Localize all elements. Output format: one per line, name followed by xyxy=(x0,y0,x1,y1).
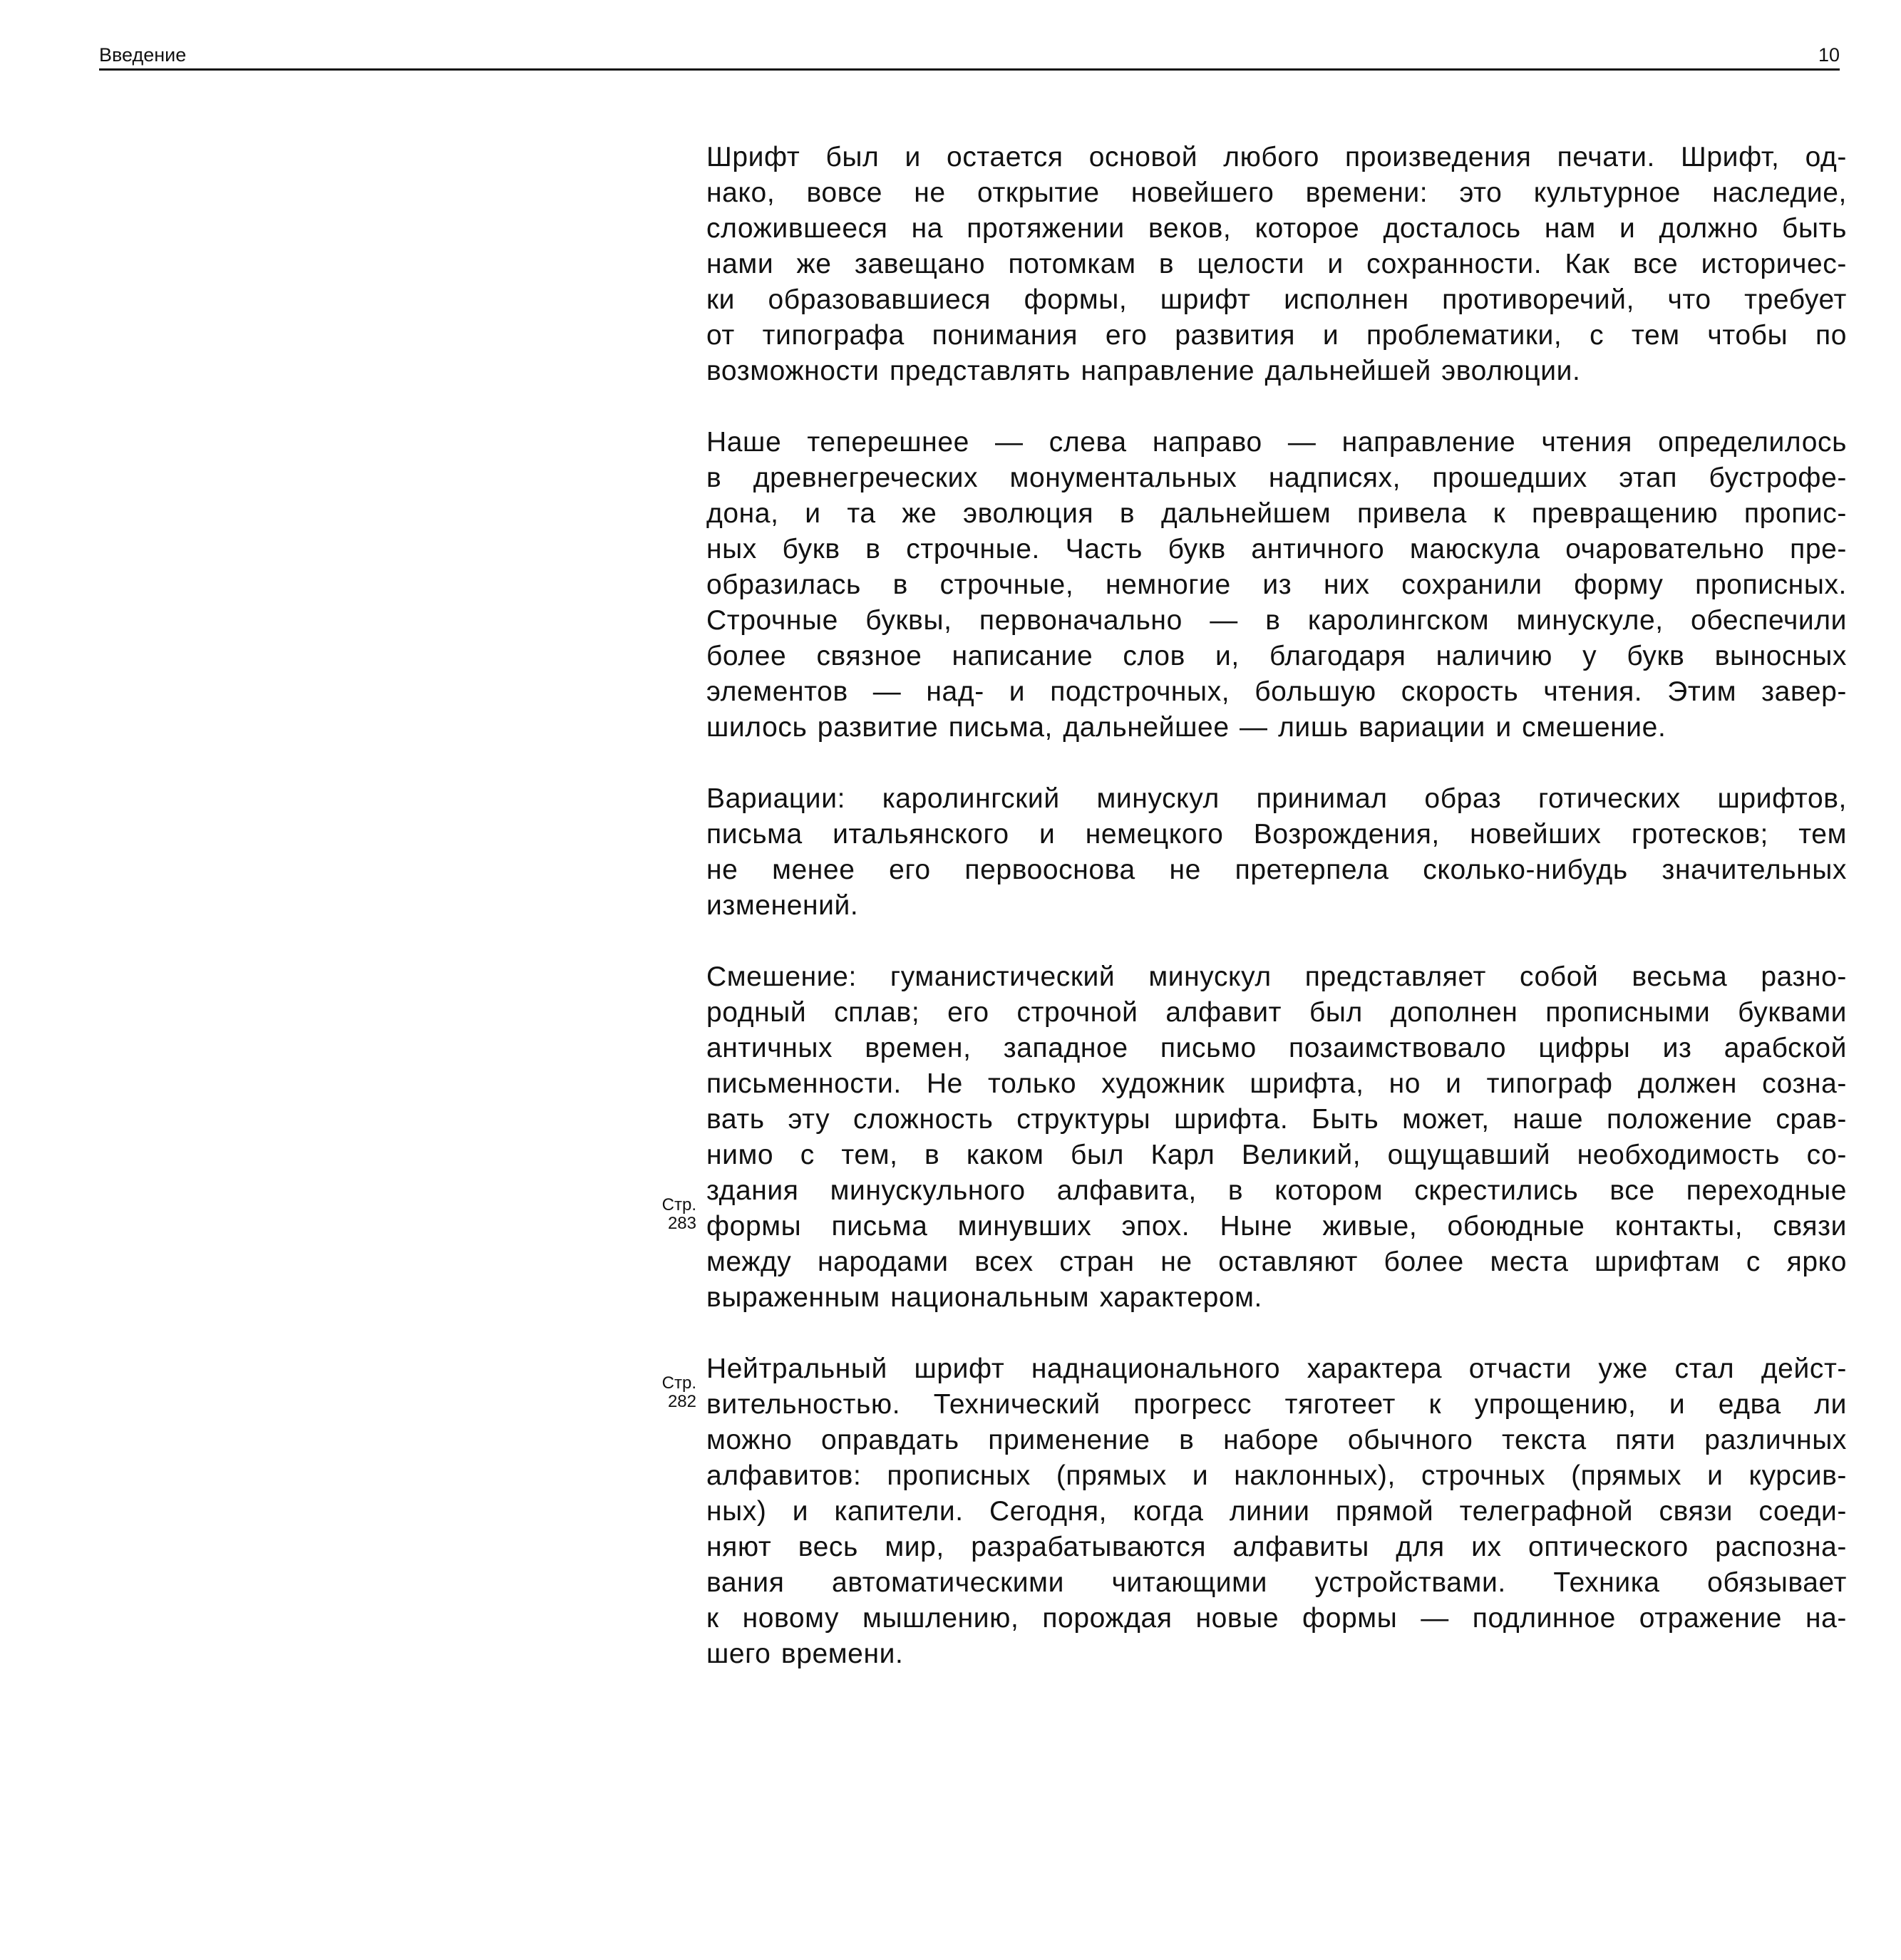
text-line: вительностью. Технический прогресс тяготеет к упрощению, и едва ли xyxy=(706,1389,1847,1420)
text-line: сложившееся на протяжении веков, которое досталось нам и должно быть xyxy=(706,213,1847,244)
margin-note-page-282 xyxy=(632,1374,696,1411)
text-line: Смешение: гуманистический минускул представляет собой весьма разно- xyxy=(706,961,1847,992)
text-line: элементов — над- и подстрочных, большую скорость чтения. Этим завер- xyxy=(706,676,1847,707)
text-line: шилось развитие письма, дальнейшее — лишь вариации и смешение. xyxy=(706,712,1666,743)
text-line: ных) и капители. Сегодня, когда линии прямой телеграфной связи соеди- xyxy=(706,1496,1847,1527)
text-line: выраженным национальным характером. xyxy=(706,1282,1262,1313)
paragraph-4 xyxy=(706,959,1847,1316)
page-number: 10 xyxy=(1818,44,1840,66)
text-line: Вариации: каролингский минускул принимал образ готических шрифтов, xyxy=(706,783,1847,814)
text-line: письменности. Не только художник шрифта, но и типограф должен созна- xyxy=(706,1068,1847,1099)
text-line: между народами всех стран не оставляют более места шрифтам с ярко xyxy=(706,1247,1847,1277)
text-line: античных времен, западное письмо позаимствовало цифры из арабской xyxy=(706,1033,1847,1063)
text-line: ки образовавшиеся формы, шрифт исполнен противоречий, что требует xyxy=(706,284,1847,315)
text-line: алфавитов: прописных (прямых и наклонных), строчных (прямых и курсив- xyxy=(706,1460,1847,1491)
text-line: от типографа понимания его развития и проблематики, с тем чтобы по xyxy=(706,320,1847,351)
text-line: вания автоматическими читающими устройствами. Техника обязывает xyxy=(706,1567,1847,1598)
text-line: можно оправдать применение в наборе обычного текста пяти различных xyxy=(706,1425,1847,1455)
text-line: не менее его первооснова не претерпела сколько-нибудь значительных xyxy=(706,855,1847,885)
text-line: Нейтральный шрифт наднационального характера отчасти уже стал дейст- xyxy=(706,1353,1847,1384)
paragraph-5 xyxy=(706,1351,1847,1672)
text-line: вать эту сложность структуры шрифта. Быть может, наше положение срав- xyxy=(706,1104,1847,1135)
paragraph-1 xyxy=(706,140,1847,389)
text-line: шего времени. xyxy=(706,1639,904,1669)
text-line: Строчные буквы, первоначально — в каролингском минускуле, обеспечили xyxy=(706,605,1847,636)
section-title: Введение xyxy=(99,44,187,66)
text-line: образилась в строчные, немногие из них сохранили форму прописных. xyxy=(706,569,1847,600)
text-line: родный сплав; его строчной алфавит был дополнен прописными буквами xyxy=(706,997,1847,1028)
margin-note-page: 283 xyxy=(667,1214,696,1233)
running-head xyxy=(99,40,1840,71)
paragraph-2 xyxy=(706,425,1847,746)
text-line: изменений. xyxy=(706,890,859,921)
text-line: няют весь мир, разрабатываются алфавиты для их оптического распозна- xyxy=(706,1532,1847,1562)
text-line: нимо с тем, в каком был Карл Великий, ощущавший необходимость со- xyxy=(706,1140,1847,1170)
text-line: формы письма минувших эпох. Ныне живые, обоюдные контакты, связи xyxy=(706,1211,1847,1242)
text-line: дона, и та же эволюция в дальнейшем привела к превращению пропис- xyxy=(706,498,1847,529)
margin-note-label: Стр. xyxy=(661,1195,696,1214)
paragraph-3 xyxy=(706,781,1847,924)
margin-note-page: 282 xyxy=(667,1392,696,1411)
text-line: Наше теперешнее — слева направо — направление чтения определилось xyxy=(706,427,1847,458)
margin-note-label: Стр. xyxy=(661,1373,696,1393)
text-line: нако, вовсе не открытие новейшего времени: это культурное наследие, xyxy=(706,177,1847,208)
text-line: в древнегреческих монументальных надписях, прошедших этап бустрофе- xyxy=(706,463,1847,493)
text-line: нами же завещано потомкам в целости и сохранности. Как все историчес- xyxy=(706,249,1847,279)
text-line: к новому мышлению, порождая новые формы — подлинное отражение на- xyxy=(706,1603,1847,1634)
text-line: ных букв в строчные. Часть букв античного маюскула очаровательно пре- xyxy=(706,534,1847,564)
text-line: здания минускульного алфавита, в котором скрестились все переходные xyxy=(706,1175,1847,1206)
body-text xyxy=(706,140,1847,1708)
text-line: возможности представлять направление дальнейшей эволюции. xyxy=(706,356,1581,386)
text-line: Шрифт был и остается основой любого произведения печати. Шрифт, од- xyxy=(706,142,1847,172)
margin-note-page-283 xyxy=(632,1196,696,1233)
text-line: более связное написание слов и, благодаря наличию у букв выносных xyxy=(706,641,1847,671)
text-line: письма итальянского и немецкого Возрождения, новейших гротесков; тем xyxy=(706,819,1847,850)
